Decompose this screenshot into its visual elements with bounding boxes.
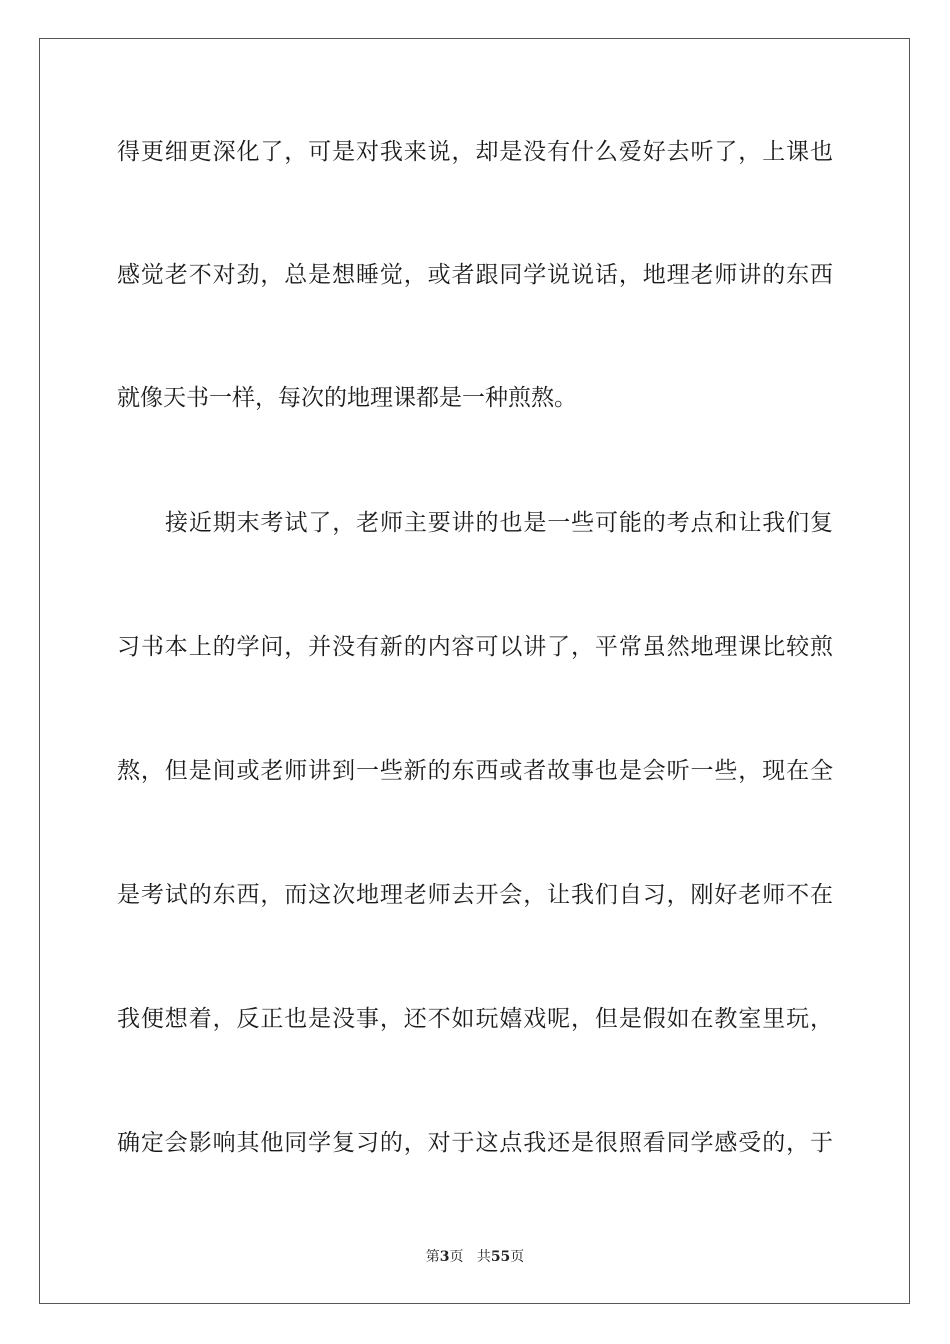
text-line-7: 是考试的东西，而这次地理老师去开会，让我们自习，刚好老师不在 (117, 882, 833, 908)
text-line-5: 习书本上的学问，并没有新的内容可以讲了，平常虽然地理课比较煎 (117, 634, 833, 660)
footer-page-prefix: 第 (425, 1249, 440, 1265)
page-border (39, 38, 910, 1304)
text-line-1: 得更细更深化了，可是对我来说，却是没有什么爱好去听了，上课也 (117, 139, 833, 165)
footer-total-suffix: 页 (510, 1249, 525, 1265)
text-line-9: 确定会影响其他同学复习的，对于这点我还是很照看同学感受的，于 (117, 1130, 833, 1156)
footer-total-pages: 55 (490, 1249, 511, 1265)
text-line-2: 感觉老不对劲，总是想睡觉，或者跟同学说说话，地理老师讲的东西 (117, 262, 833, 288)
footer-total-prefix: 共 (476, 1249, 491, 1265)
text-line-6: 熬，但是间或老师讲到一些新的东西或者故事也是会听一些，现在全 (117, 758, 833, 784)
text-line-4: 接近期末考试了，老师主要讲的也是一些可能的考点和让我们复 (165, 510, 833, 536)
footer-page-suffix: 页 (449, 1249, 464, 1265)
footer-page-number: 3 (439, 1249, 450, 1265)
text-line-3: 就像天书一样，每次的地理课都是一种煎熬。 (117, 385, 577, 411)
page-footer (0, 1246, 950, 1266)
text-line-8: 我便想着，反正也是没事，还不如玩嬉戏呢，但是假如在教室里玩， (117, 1006, 833, 1032)
